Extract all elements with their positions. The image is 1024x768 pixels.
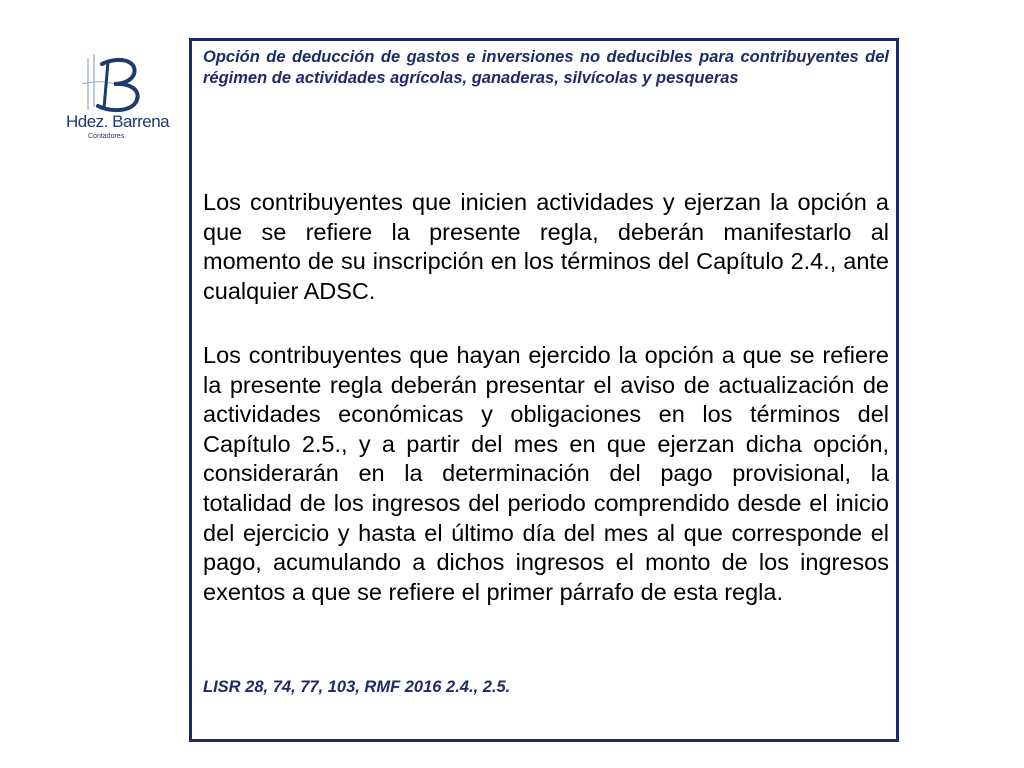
logo-company-name: Hdez. Barrena — [66, 112, 170, 131]
company-logo — [58, 52, 168, 152]
paragraph-1: Los contribuyentes que inicien actividades y ejerzan la opción a que se refiere la presente regla, deberán manifestarlo al momento de su inscripción en los términos del Capítulo 2.4., ante cualquier ADSC. — [203, 189, 889, 304]
paragraph-2: Los contribuyentes que hayan ejercido la opción a que se refiere la presente regla deberán presentar el aviso de actualización de actividades económicas y obligaciones en los términos del Capítulo 2.5., y a partir del mes en que ejerzan dicha opción, considerarán en la determinación del pago provisional, la totalidad de los ingresos del periodo comprendido desde el inicio del ejercicio y hasta el último día del mes al que corresponde el pago, acumulando a dichos ingresos el monto de los ingresos exentos a que se refiere el primer párrafo de esta regla. — [203, 342, 889, 605]
slide-content-box — [189, 38, 899, 742]
logo-subtitle: Contadores — [88, 133, 125, 140]
section-title: Opción de deducción de gastos e inversiones no deducibles para contribuyentes del régimen de actividades agrícolas, ganaderas, silvícolas y pesqueras — [203, 48, 889, 87]
legal-references: LISR 28, 74, 77, 103, RMF 2016 2.4., 2.5. — [203, 678, 511, 696]
hb-monogram-icon — [58, 52, 168, 114]
